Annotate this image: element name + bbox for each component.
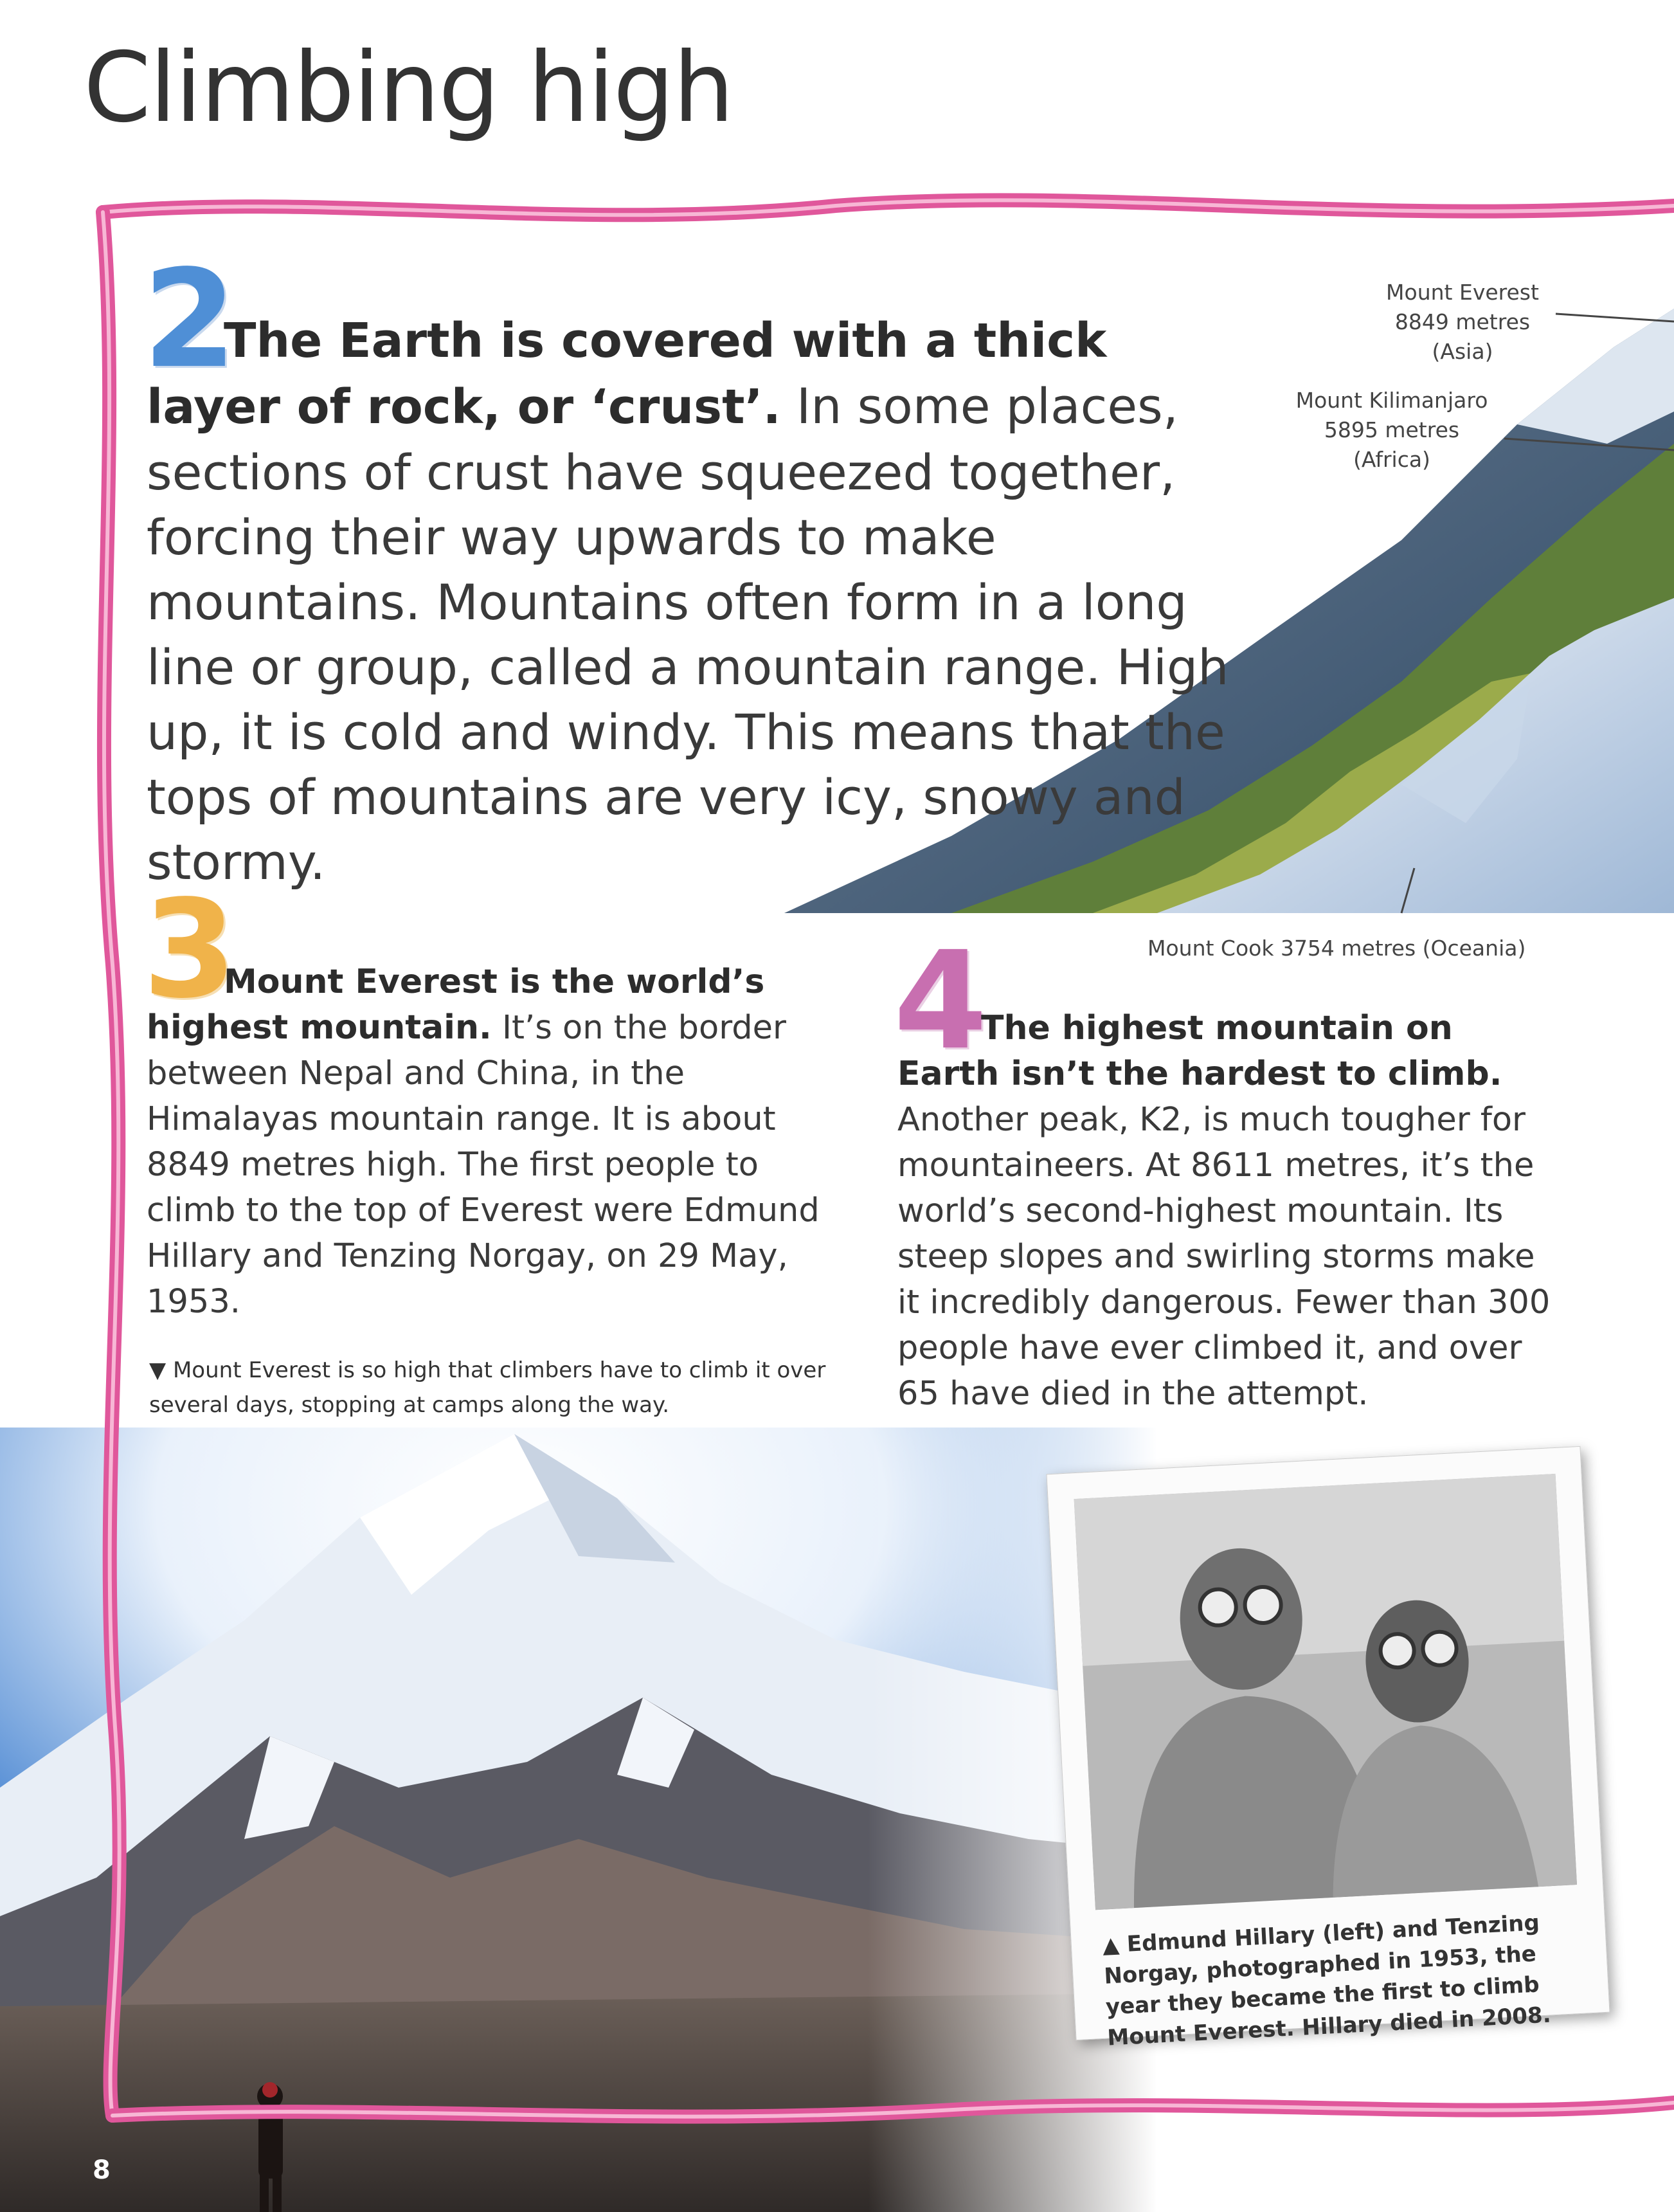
fact-2-lead: The Earth is covered with a thick layer of rock, or ‘crust’. (147, 313, 1107, 435)
label-mount-kilimanjaro (1292, 386, 1491, 475)
fact-3-lead: Mount Everest is the world’s highest mountain. (147, 963, 765, 1047)
label-everest-name: Mount Everest (1386, 280, 1539, 305)
label-kilimanjaro-region: (Africa) (1353, 447, 1430, 472)
hillary-norgay-photo (1074, 1474, 1577, 1910)
label-kilimanjaro-height: 5895 metres (1324, 417, 1460, 442)
fact-number-2: 2 (143, 240, 237, 398)
fact-4-paragraph (897, 1006, 1553, 1417)
label-everest-height: 8849 metres (1394, 309, 1531, 334)
everest-photo-caption: ▼ Mount Everest is so high that climbers have to climb it over several days, stopping at camps along the way. (149, 1357, 826, 1418)
label-mount-everest (1369, 278, 1556, 367)
fact-3-paragraph (147, 959, 847, 1325)
page-title: Climbing high (84, 32, 734, 144)
climbers-illustration (1074, 1474, 1577, 1910)
label-everest-region: (Asia) (1432, 339, 1493, 364)
fact-2-paragraph (147, 307, 1252, 894)
fact-number-3: 3 (143, 871, 237, 1028)
page-number: 8 (93, 2155, 111, 2185)
label-mount-cook: Mount Cook 3754 metres (Oceania) (1148, 936, 1526, 961)
label-kilimanjaro-name: Mount Kilimanjaro (1295, 388, 1488, 413)
fact-3-body: It’s on the border between Nepal and China, in the Himalayas mountain range. It is about 8849 metres high. The first people to climb to the top of Everest were Edmund Hillary and Tenzing Norgay, on 29 May, 1953. (147, 1009, 820, 1321)
fact-4-lead: The highest mountain on Earth isn’t the hardest to climb. (897, 1009, 1502, 1093)
hillary-norgay-caption: ▲ Edmund Hillary (left) and Tenzing Norgay, photographed in 1953, the year they became the first to climb Mount Everest. Hillary died in 2008. (1101, 1910, 1552, 2051)
fact-number-4: 4 (894, 922, 988, 1080)
fact-2-body: In some places, sections of crust have squeezed together, forcing their way upwards to make mountains. Mountains often form in a long line or group, called a mountain range. High up, it is cold and windy. This means that the tops of mountains are very icy, snowy and stormy. (147, 377, 1229, 891)
fact-4-body: Another peak, K2, is much tougher for mountaineers. At 8611 metres, it’s the world’s second-highest mountain. Its steep slopes and swirling storms make it incredibly dangerous. Fewer than 300 people have ever climbed it, and over 65 have died in the attempt. (897, 1101, 1551, 1413)
hillary-norgay-photo-frame (1046, 1446, 1610, 2051)
